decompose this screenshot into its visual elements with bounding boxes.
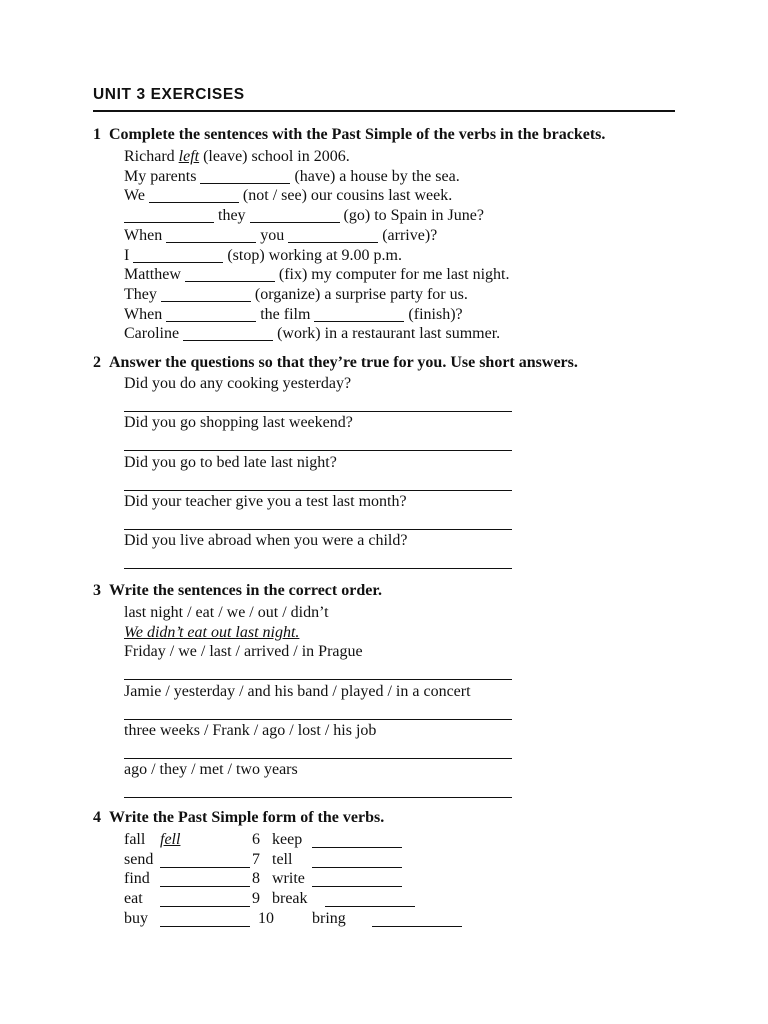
- answer-blank[interactable]: [124, 222, 214, 223]
- item-question: Did you live abroad when you were a child?: [124, 532, 408, 550]
- verb: write: [272, 870, 305, 888]
- answer-blank[interactable]: [160, 926, 250, 927]
- verb: tell: [272, 850, 293, 868]
- item-words: last night / eat / we / out / didn’t: [124, 604, 329, 621]
- answer-line[interactable]: [124, 758, 512, 759]
- answer-line[interactable]: [124, 568, 512, 569]
- item-text: I (stop) working at 9.00 p.m.: [124, 246, 402, 264]
- verb: find: [124, 870, 150, 888]
- answer-blank[interactable]: [149, 202, 239, 203]
- item-question: Did your teacher give you a test last month?: [124, 492, 407, 510]
- item-text: they (go) to Spain in June?: [124, 206, 484, 226]
- item-number: 8: [252, 870, 260, 888]
- item-number: 10: [258, 909, 274, 927]
- verb: bring: [312, 909, 346, 927]
- unit-title: UNIT 3 EXERCISES: [93, 86, 245, 103]
- answer-blank[interactable]: [183, 340, 273, 341]
- exercise-4-instruction: Write the Past Simple form of the verbs.: [109, 809, 385, 826]
- answer-blank[interactable]: [325, 906, 415, 907]
- answer-blank[interactable]: [314, 321, 404, 322]
- verb: fall: [124, 831, 146, 848]
- answer-line[interactable]: [124, 411, 512, 412]
- item-text: Caroline (work) in a restaurant last summer.: [124, 325, 501, 343]
- item-text: When the film (finish)?: [124, 305, 463, 323]
- item-words: Friday / we / last / arrived / in Prague: [124, 643, 363, 661]
- answer-line[interactable]: [124, 450, 512, 451]
- verb: break: [272, 890, 308, 908]
- example-answer: fell: [160, 831, 181, 848]
- answer-line[interactable]: [124, 490, 512, 491]
- item-number: 7: [252, 850, 260, 868]
- example-answer: We didn’t eat out last night.: [124, 624, 300, 641]
- answer-line[interactable]: [124, 719, 512, 720]
- item-number: 9: [252, 890, 260, 908]
- answer-blank[interactable]: [166, 242, 256, 243]
- verb: eat: [124, 890, 143, 908]
- item-text: Richard left (leave) school in 2006.: [124, 148, 350, 165]
- answer-blank[interactable]: [133, 262, 223, 263]
- exercise-1-number: 1: [93, 126, 101, 143]
- answer-line[interactable]: [124, 797, 512, 798]
- exercise-4-number: 4: [93, 809, 101, 826]
- item-text: They (organize) a surprise party for us.: [124, 285, 468, 303]
- verb: keep: [272, 831, 303, 848]
- item-text: Matthew (fix) my computer for me last night.: [124, 266, 510, 284]
- answer-blank[interactable]: [160, 867, 250, 868]
- exercise-3-instruction: Write the sentences in the correct order.: [109, 582, 382, 599]
- answer-blank[interactable]: [185, 281, 275, 282]
- answer-blank[interactable]: [166, 321, 256, 322]
- answer-blank[interactable]: [160, 906, 250, 907]
- answer-blank[interactable]: [312, 847, 402, 848]
- item-question: Did you go to bed late last night?: [124, 453, 337, 471]
- answer-blank[interactable]: [312, 867, 402, 868]
- answer-blank[interactable]: [160, 886, 250, 887]
- item-words: Jamie / yesterday / and his band / played / in a concert: [124, 682, 471, 700]
- item-number: 6: [252, 831, 260, 848]
- answer-blank[interactable]: [250, 222, 340, 223]
- exercise-2-instruction: Answer the questions so that they’re true for you. Use short answers.: [109, 354, 578, 371]
- item-text: When you (arrive)?: [124, 226, 438, 244]
- item-question: Did you go shopping last weekend?: [124, 414, 353, 432]
- item-text: We (not / see) our cousins last week.: [124, 187, 453, 205]
- example-answer: left: [178, 148, 200, 165]
- verb: buy: [124, 909, 148, 927]
- item-words: ago / they / met / two years: [124, 761, 298, 779]
- item-question: Did you do any cooking yesterday?: [124, 375, 352, 392]
- answer-blank[interactable]: [200, 183, 290, 184]
- exercise-3-number: 3: [93, 582, 101, 599]
- title-divider: [93, 110, 675, 112]
- answer-line[interactable]: [124, 529, 512, 530]
- answer-blank[interactable]: [161, 301, 251, 302]
- answer-blank[interactable]: [312, 886, 402, 887]
- item-text: My parents (have) a house by the sea.: [124, 167, 460, 185]
- answer-blank[interactable]: [288, 242, 378, 243]
- exercise-2-number: 2: [93, 354, 101, 371]
- exercise-1-instruction: Complete the sentences with the Past Simple of the verbs in the brackets.: [109, 126, 606, 143]
- verb: send: [124, 850, 154, 868]
- answer-line[interactable]: [124, 679, 512, 680]
- item-words: three weeks / Frank / ago / lost / his job: [124, 721, 377, 739]
- answer-blank[interactable]: [372, 926, 462, 927]
